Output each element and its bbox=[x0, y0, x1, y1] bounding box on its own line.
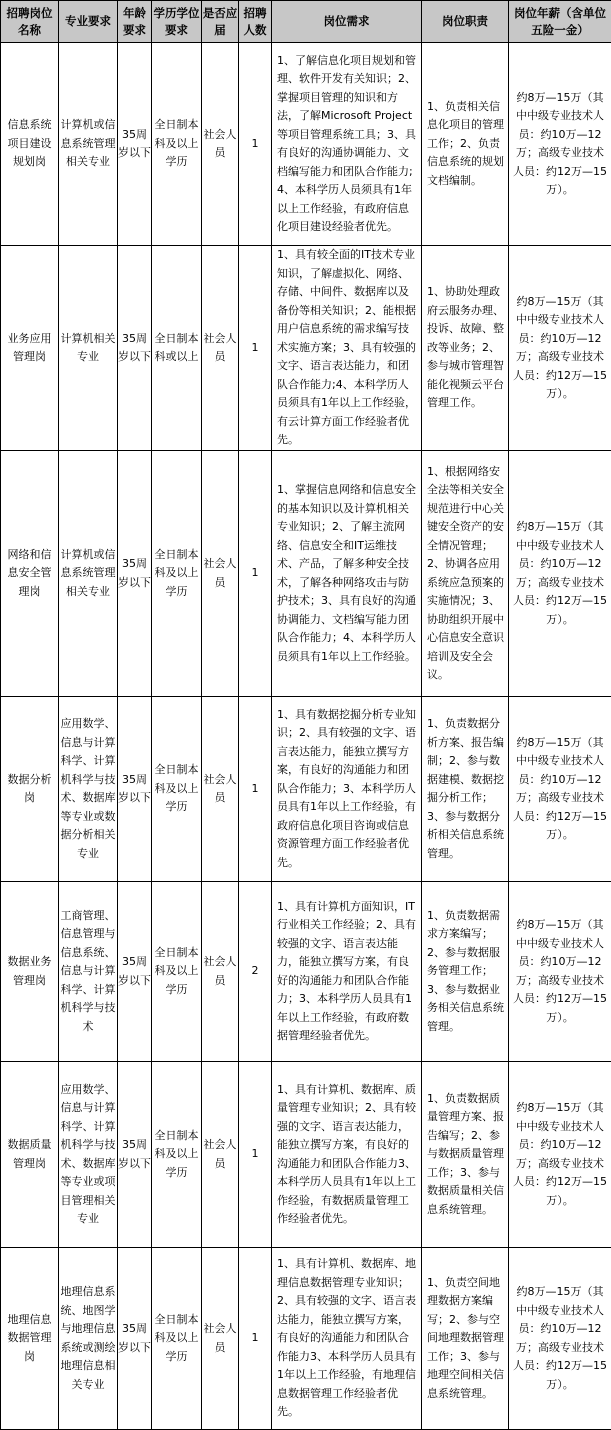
cell-source: 社会人员 bbox=[202, 1248, 239, 1430]
cell-count: 2 bbox=[239, 882, 272, 1062]
cell-source: 社会人员 bbox=[202, 1062, 239, 1248]
cell-major: 应用数学、信息与计算科学、计算机科学与技术、数据库等专业或数据分析相关专业 bbox=[59, 697, 118, 882]
cell-age: 35周岁以下 bbox=[118, 1248, 152, 1430]
cell-duties: 1、负责数据质量管理方案、报告编写；2、参与数据质量管理工作；3、参与数据质量相关信息系统管理。 bbox=[422, 1062, 509, 1248]
cell-salary: 约8万—15万（其中中级专业技术人员：约10万—12万；高级专业技术人员：约12万—15万）。 bbox=[509, 1062, 611, 1248]
cell-education: 全日制本科及以上学历 bbox=[152, 451, 202, 697]
cell-count: 1 bbox=[239, 246, 272, 451]
cell-age: 35周岁以下 bbox=[118, 1062, 152, 1248]
header-requirements: 岗位需求 bbox=[272, 1, 422, 43]
cell-major: 工商管理、信息管理与信息系统、信息与计算科学、计算机科学与技术 bbox=[59, 882, 118, 1062]
cell-age: 35周岁以下 bbox=[118, 246, 152, 451]
cell-salary: 约8万—15万（其中中级专业技术人员：约10万—12万；高级专业技术人员：约12万—15万）。 bbox=[509, 43, 611, 246]
cell-position: 网络和信息安全管理岗 bbox=[1, 451, 59, 697]
cell-salary: 约8万—15万（其中中级专业技术人员：约10万—12万；高级专业技术人员：约12万—15万）。 bbox=[509, 697, 611, 882]
cell-age: 35周岁以下 bbox=[118, 882, 152, 1062]
cell-age: 35周岁以下 bbox=[118, 451, 152, 697]
cell-source: 社会人员 bbox=[202, 882, 239, 1062]
cell-duties: 1、负责相关信息化项目的管理工作；2、负责信息系统的规划文档编制。 bbox=[422, 43, 509, 246]
header-source: 是否应届 bbox=[202, 1, 239, 43]
cell-count: 1 bbox=[239, 43, 272, 246]
table-row bbox=[1, 246, 611, 451]
cell-duties: 1、协助处理政府云服务办理、投诉、故障、整改等业务；2、参与城市管理智能化视频云平台管理工作。 bbox=[422, 246, 509, 451]
cell-education: 全日制本科及以上学历 bbox=[152, 1248, 202, 1430]
cell-duties: 1、负责数据需求方案编写；2、参与数据服务管理工作；3、参与数据业务相关信息系统管理。 bbox=[422, 882, 509, 1062]
header-education: 学历学位要求 bbox=[152, 1, 202, 43]
cell-position: 地理信息数据管理岗 bbox=[1, 1248, 59, 1430]
cell-requirements: 1、具有数据挖掘分析专业知识；2、具有较强的文字、语言表达能力，能独立撰写方案，有良好的沟通能力和团队合作能力；3、本科学历人员具有1年以上工作经验，有政府信息化项目咨询或信息资源管理方面工作经验者优先。 bbox=[272, 697, 422, 882]
cell-major: 计算机或信息系统管理相关专业 bbox=[59, 43, 118, 246]
cell-count: 1 bbox=[239, 451, 272, 697]
header-position: 招聘岗位名称 bbox=[1, 1, 59, 43]
cell-source: 社会人员 bbox=[202, 43, 239, 246]
cell-age: 35周岁以下 bbox=[118, 43, 152, 246]
cell-salary: 约8万—15万（其中中级专业技术人员：约10万—12万；高级专业技术人员：约12万—15万）。 bbox=[509, 882, 611, 1062]
header-count: 招聘人数 bbox=[239, 1, 272, 43]
cell-source: 社会人员 bbox=[202, 451, 239, 697]
header-row bbox=[1, 1, 611, 43]
cell-salary: 约8万—15万（其中中级专业技术人员：约10万—12万；高级专业技术人员：约12万—15万）。 bbox=[509, 1248, 611, 1430]
cell-position: 数据业务管理岗 bbox=[1, 882, 59, 1062]
cell-duties: 1、负责数据分析方案、报告编制；2、参与数据建模、数据挖掘分析工作；3、参与数据分析相关信息系统管理。 bbox=[422, 697, 509, 882]
cell-source: 社会人员 bbox=[202, 246, 239, 451]
table-row bbox=[1, 882, 611, 1062]
cell-position: 数据分析岗 bbox=[1, 697, 59, 882]
header-duties: 岗位职责 bbox=[422, 1, 509, 43]
cell-requirements: 1、具有计算机、数据库、质量管理专业知识；2、具有较强的文字、语言表达能力，能独立撰写方案，有良好的沟通能力和团队合作能力3、本科学历人员具有1年以上工作经验，有数据质量管理工作经验者优先。 bbox=[272, 1062, 422, 1248]
cell-salary: 约8万—15万（其中中级专业技术人员：约10万—12万；高级专业技术人员：约12万—15万）。 bbox=[509, 246, 611, 451]
cell-major: 地理信息系统、地图学与地理信息系统或测绘地理信息相关专业 bbox=[59, 1248, 118, 1430]
cell-position: 信息系统项目建设规划岗 bbox=[1, 43, 59, 246]
header-major: 专业要求 bbox=[59, 1, 118, 43]
cell-duties: 1、根据网络安全法等相关安全规范进行中心关键安全资产的安全情况管理；2、协调各应用系统应急预案的实施情况；3、协助组织开展中心信息安全意识培训及安全会议。 bbox=[422, 451, 509, 697]
cell-position: 业务应用管理岗 bbox=[1, 246, 59, 451]
cell-education: 全日制本科及以上学历 bbox=[152, 43, 202, 246]
cell-requirements: 1、掌握信息网络和信息安全的基本知识以及计算机相关专业知识；2、了解主流网络、信息安全和IT运维技术、产品，了解多种安全技术，了解各种网络攻击与防护技术；3、具有良好的沟通协调能力、文档编写能力团队合作能力；4、本科学历人员须具有1年以上工作经验。 bbox=[272, 451, 422, 697]
cell-count: 1 bbox=[239, 1062, 272, 1248]
cell-major: 应用数学、信息与计算科学、计算机科学与技术、数据库等专业或项目管理相关专业 bbox=[59, 1062, 118, 1248]
header-age: 年龄要求 bbox=[118, 1, 152, 43]
cell-requirements: 1、具有计算机、数据库、地理信息数据管理专业知识；2、具有较强的文字、语言表达能力，能独立撰写方案，有良好的沟通能力和团队合作能力3、本科学历人员具有1年以上工作经验，有地理信息数据管理工作经验者优先。 bbox=[272, 1248, 422, 1430]
cell-requirements: 1、具有计算机方面知识，IT行业相关工作经验；2、具有较强的文字、语言表达能力，能独立撰写方案，有良好的沟通能力和团队合作能力；3、本科学历人员具有1年以上工作经验，有政府数据管理经验者优先。 bbox=[272, 882, 422, 1062]
cell-salary: 约8万—15万（其中中级专业技术人员：约10万—12万；高级专业技术人员：约12万—15万）。 bbox=[509, 451, 611, 697]
cell-major: 计算机相关专业 bbox=[59, 246, 118, 451]
header-salary: 岗位年薪（含单位五险一金） bbox=[509, 1, 611, 43]
cell-requirements: 1、了解信息化项目规划和管理、软件开发有关知识；2、掌握项目管理的知识和方法，了解Microsoft Project等项目管理系统工具；3、具有良好的沟通协调能力、文档编写能力和团队合作能力;4、本科学历人员须具有1年以上工作经验，有政府信息化项目建设经验者优先。 bbox=[272, 43, 422, 246]
cell-education: 全日制本科及以上学历 bbox=[152, 882, 202, 1062]
cell-education: 全日制本科或以上 bbox=[152, 246, 202, 451]
table-row bbox=[1, 1248, 611, 1430]
cell-education: 全日制本科及以上学历 bbox=[152, 1062, 202, 1248]
table-row bbox=[1, 43, 611, 246]
cell-source: 社会人员 bbox=[202, 697, 239, 882]
cell-count: 1 bbox=[239, 697, 272, 882]
cell-duties: 1、负责空间地理数据方案编写；2、参与空间地理数据管理工作；3、参与地理空间相关信息系统管理。 bbox=[422, 1248, 509, 1430]
table-row bbox=[1, 1062, 611, 1248]
cell-count: 1 bbox=[239, 1248, 272, 1430]
cell-major: 计算机或信息系统管理相关专业 bbox=[59, 451, 118, 697]
table-row bbox=[1, 451, 611, 697]
table-row bbox=[1, 697, 611, 882]
cell-age: 35周岁以下 bbox=[118, 697, 152, 882]
cell-position: 数据质量管理岗 bbox=[1, 1062, 59, 1248]
cell-requirements: 1、具有较全面的IT技术专业知识，了解虚拟化、网络、存储、中间件、数据库以及备份等相关知识；2、能根据用户信息系统的需求编写技术实施方案；3、具有较强的文字、语言表达能力，和团队合作能力;4、本科学历人员须具有1年以上工作经验，有云计算方面工作经验者优先。 bbox=[272, 246, 422, 451]
cell-education: 全日制本科及以上学历 bbox=[152, 697, 202, 882]
